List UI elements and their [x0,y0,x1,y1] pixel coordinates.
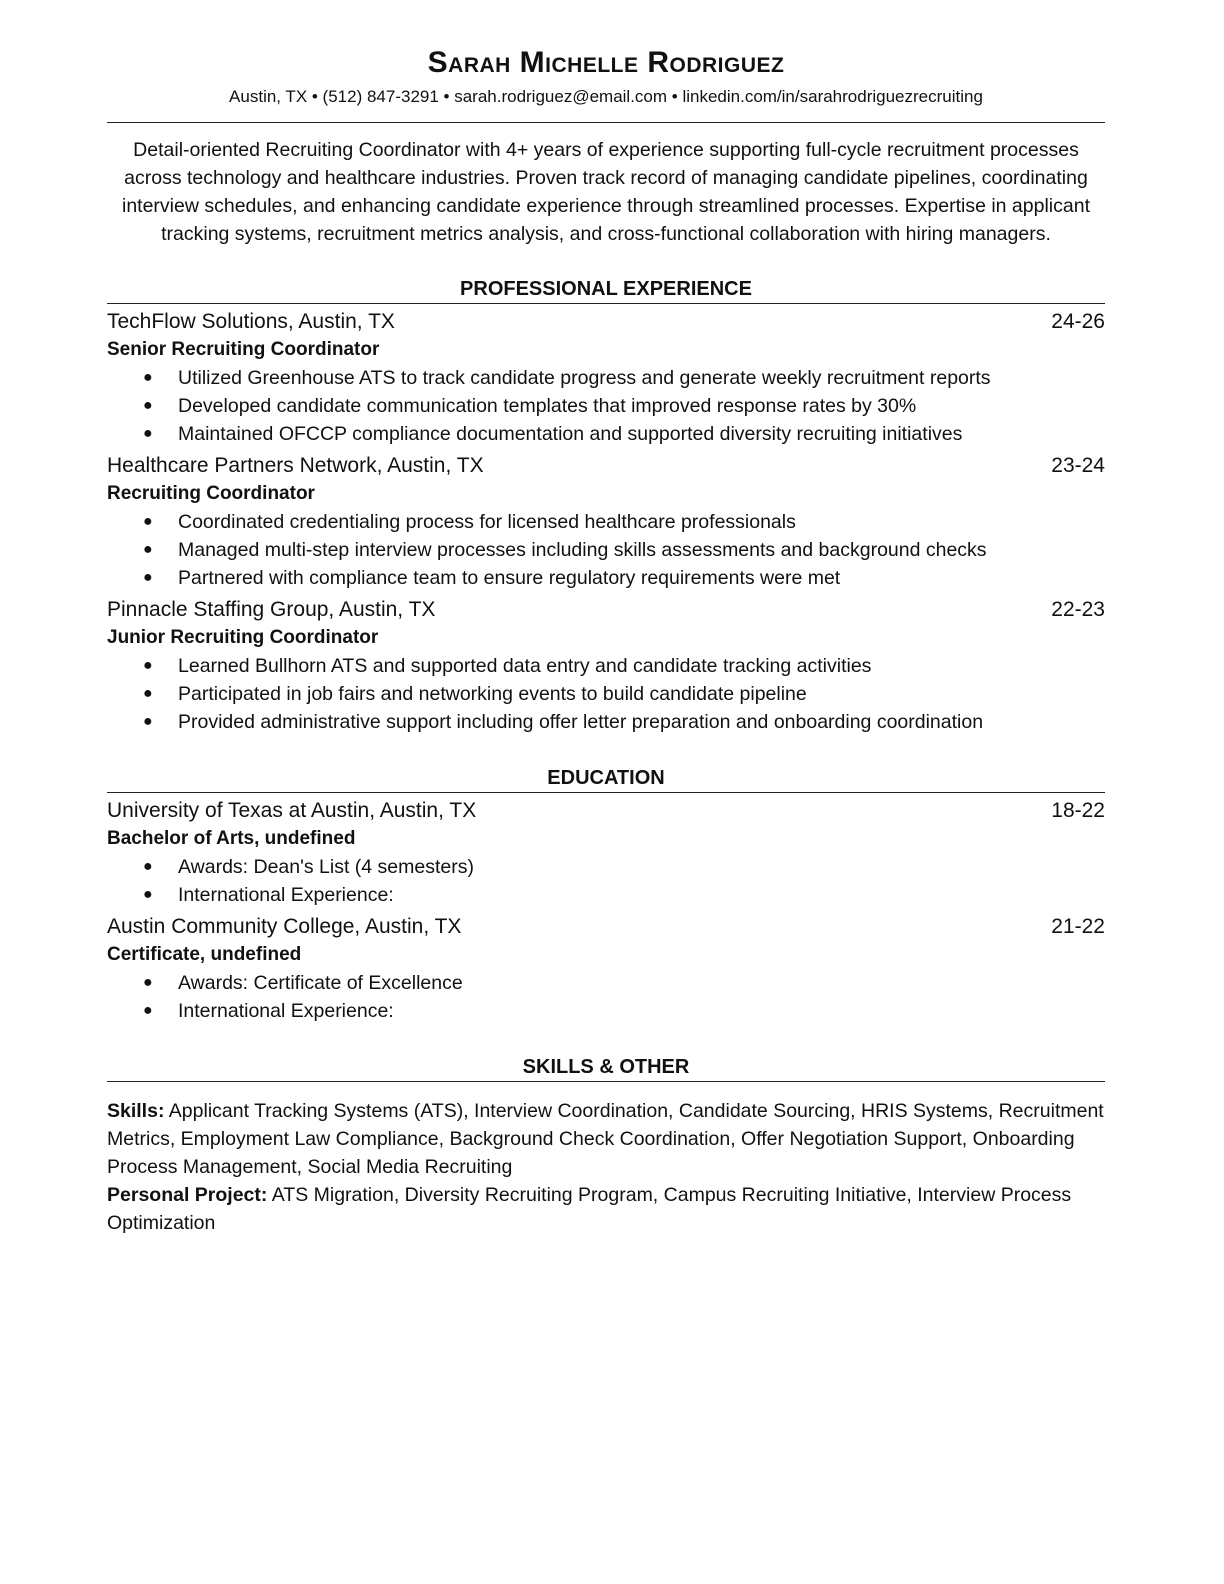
school-bullets [107,853,1105,909]
school-entry [107,912,1105,1025]
bullet-text: Coordinated credentialing process for licensed healthcare professionals [178,511,796,533]
bullet-text: Learned Bullhorn ATS and supported data entry and candidate tracking activities [178,655,872,677]
project-label: Personal Project: [107,1184,268,1206]
bullet-item [107,853,1105,881]
bullet-item [107,680,1105,708]
skills-block [107,1097,1105,1237]
job-bullets [107,364,1105,448]
bullet-dot-icon: ● [143,1002,153,1019]
skills-label: Skills: [107,1100,165,1122]
bullet-dot-icon: ● [143,425,153,442]
bullet-dot-icon: ● [143,858,153,875]
education-section-title: EDUCATION [547,767,665,789]
bullet-text: Participated in job fairs and networking events to build candidate pipeline [178,683,807,705]
bullet-dot-icon: ● [143,369,153,386]
bullet-dot-icon: ● [143,397,153,414]
school-header [107,912,1105,941]
school-organization: Austin Community College, Austin, TX [107,915,462,938]
job-bullets [107,508,1105,592]
bullet-item [107,881,1105,909]
bullet-dot-icon: ● [143,974,153,991]
bullet-text: Developed candidate communication templates that improved response rates by 30% [178,395,917,417]
bullet-text: Maintained OFCCP compliance documentation and supported diversity recruiting initiatives [178,423,963,445]
skills-text: Applicant Tracking Systems (ATS), Interview Coordination, Candidate Sourcing, HRIS Systems, Recruitment Metrics, Employment Law Compliance, Background Check Coordination, Offer Negotiation Support, Onboarding Process Management, Social Media Recruiting [107,1100,1104,1178]
education-list [107,796,1105,1025]
bullet-text: Partnered with compliance team to ensure regulatory requirements were met [178,567,841,589]
school-entry [107,796,1105,909]
bullet-item [107,708,1105,736]
header-divider [107,122,1105,123]
school-organization: University of Texas at Austin, Austin, TX [107,799,477,822]
bullet-item [107,508,1105,536]
school-bullets [107,969,1105,1025]
bullet-dot-icon: ● [143,541,153,558]
school-dates: 18-22 [1051,799,1105,822]
project-paragraph [107,1181,1105,1237]
experience-section-title: PROFESSIONAL EXPERIENCE [460,278,752,300]
job-title: Junior Recruiting Coordinator [107,627,379,648]
bullet-dot-icon: ● [143,657,153,674]
skills-paragraph [107,1097,1105,1181]
job-entry [107,451,1105,592]
bullet-text: Awards: Certificate of Excellence [178,972,463,994]
bullet-item [107,652,1105,680]
bullet-text: Utilized Greenhouse ATS to track candidate progress and generate weekly recruitment reports [178,367,991,389]
bullet-dot-icon: ● [143,713,153,730]
job-dates: 22-23 [1051,598,1105,621]
job-title: Recruiting Coordinator [107,483,315,504]
bullet-item [107,536,1105,564]
job-title: Senior Recruiting Coordinator [107,339,380,360]
skills-divider [107,1081,1105,1082]
job-entry [107,595,1105,736]
bullet-item [107,564,1105,592]
project-text: ATS Migration, Diversity Recruiting Program, Campus Recruiting Initiative, Interview Process Optimization [107,1184,1072,1234]
job-bullets [107,652,1105,736]
resume-page [107,44,1105,1237]
experience-divider [107,303,1105,304]
bullet-dot-icon: ● [143,886,153,903]
bullet-dot-icon: ● [143,685,153,702]
school-header [107,796,1105,825]
school-dates: 21-22 [1051,915,1105,938]
job-header [107,595,1105,624]
education-divider [107,792,1105,793]
bullet-dot-icon: ● [143,513,153,530]
bullet-item [107,420,1105,448]
job-organization: Pinnacle Staffing Group, Austin, TX [107,598,436,621]
job-header [107,451,1105,480]
bullet-text: Awards: Dean's List (4 semesters) [178,856,474,878]
contact-line: Austin, TX • (512) 847-3291 • sarah.rodriguez@email.com • linkedin.com/in/sarahrodriguezrecruiting [229,87,983,106]
degree-title: Bachelor of Arts, undefined [107,828,356,849]
skills-section-title: SKILLS & OTHER [522,1056,690,1078]
experience-list [107,307,1105,736]
bullet-text: International Experience: [178,1000,394,1022]
bullet-text: Provided administrative support including offer letter preparation and onboarding coordination [178,711,984,733]
job-header [107,307,1105,336]
bullet-item [107,969,1105,997]
bullet-text: Managed multi-step interview processes including skills assessments and background checks [178,539,987,561]
bullet-text: International Experience: [178,884,394,906]
degree-title: Certificate, undefined [107,944,302,965]
bullet-item [107,364,1105,392]
bullet-dot-icon: ● [143,569,153,586]
candidate-name: Sarah Michelle Rodriguez [427,46,785,79]
job-entry [107,307,1105,448]
job-dates: 23-24 [1051,454,1105,477]
bullet-item [107,997,1105,1025]
job-organization: TechFlow Solutions, Austin, TX [107,310,395,333]
bullet-item [107,392,1105,420]
job-dates: 24-26 [1051,310,1105,333]
job-organization: Healthcare Partners Network, Austin, TX [107,454,484,477]
summary-paragraph: Detail-oriented Recruiting Coordinator with 4+ years of experience supporting full-cycle recruitment processes across technology and healthcare industries. Proven track record of managing candidate pipelines, coordinating interview schedules, and enhancing candidate experience through streamlined processes. Expertise in applicant tracking systems, recruitment metrics analysis, and cross-functional collaboration with hiring managers. [121,139,1090,245]
